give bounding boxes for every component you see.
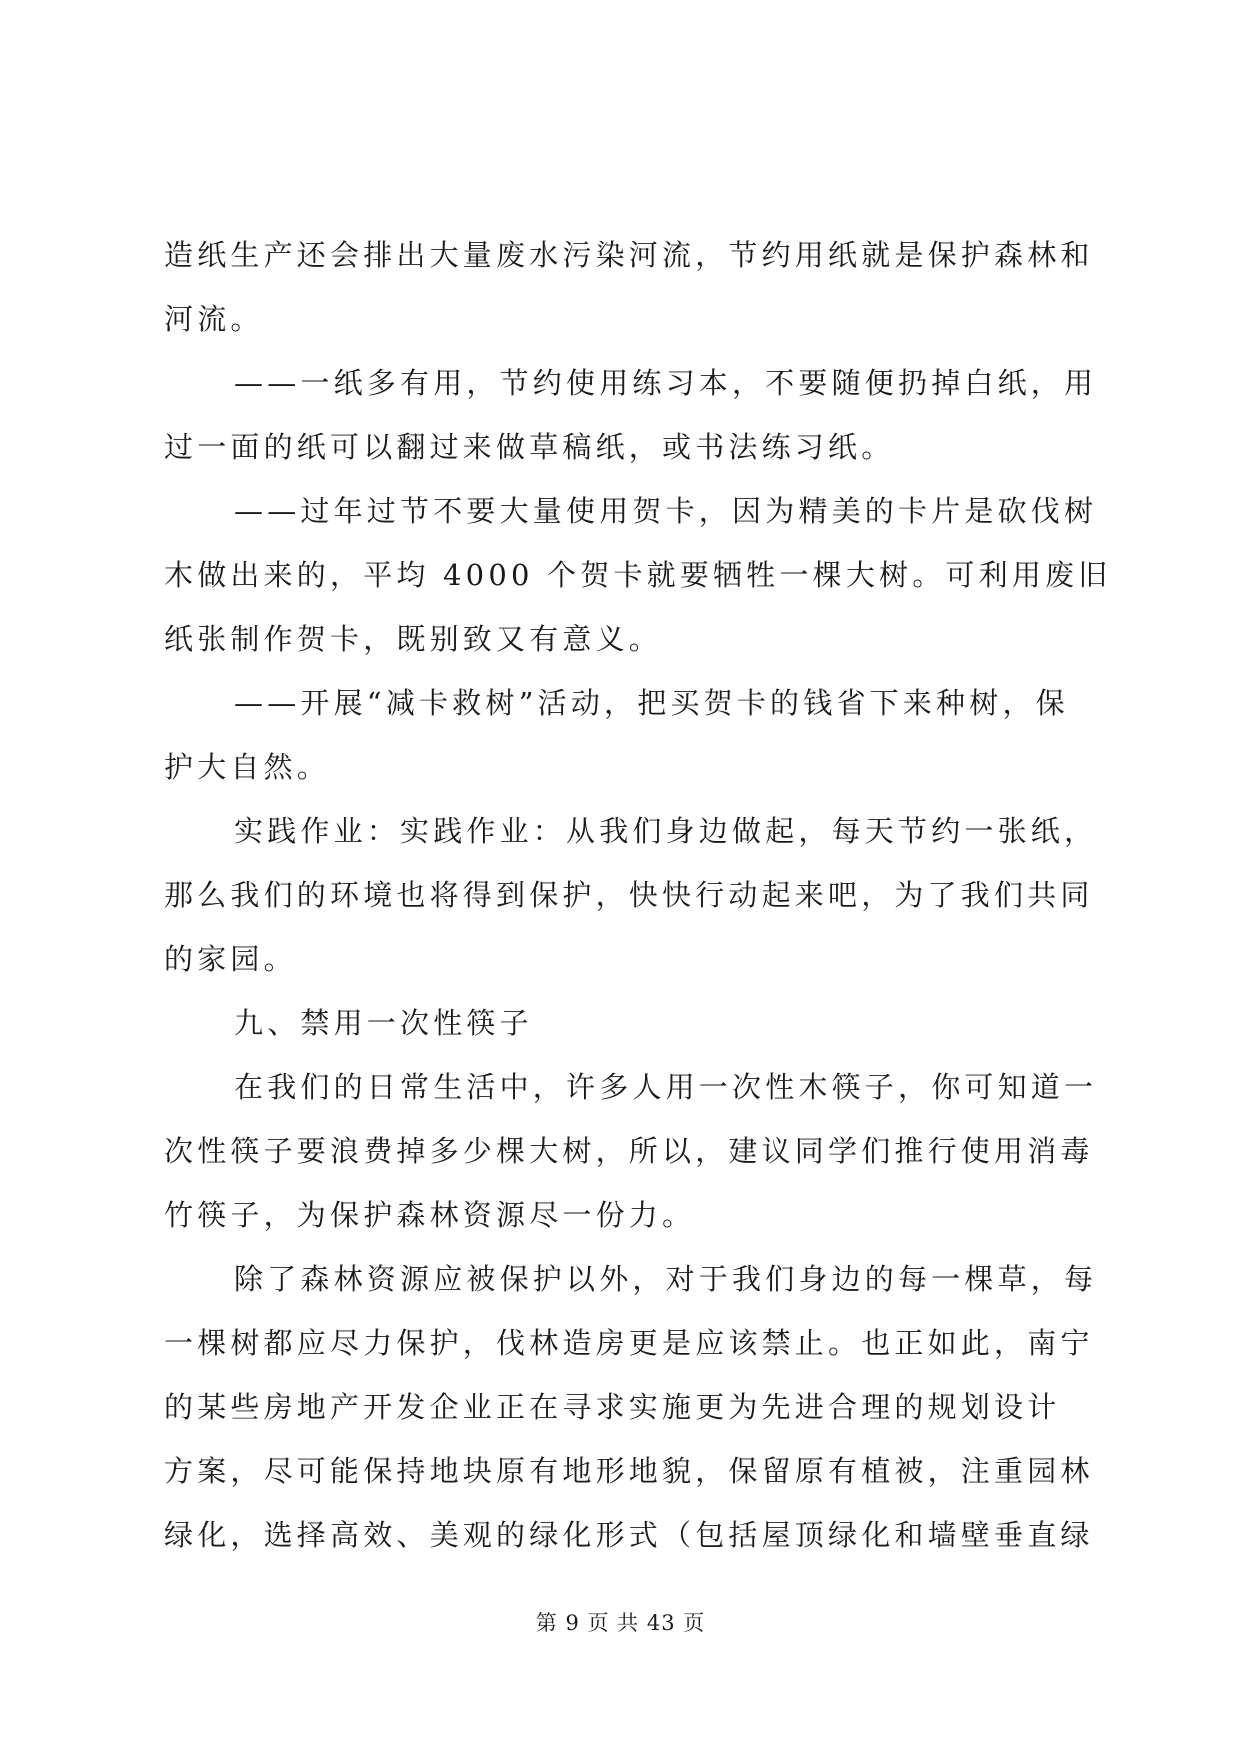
text-line: 纸张制作贺卡，既别致又有意义。 [164,622,663,656]
text-line: 过一面的纸可以翻过来做草稿纸，或书法练习纸。 [164,430,895,464]
text-line: 的某些房地产开发企业正在寻求实施更为先进合理的规划设计 [164,1390,1061,1424]
text-line: 一棵树都应尽力保护，伐林造房更是应该禁止。也正如此，南宁 [164,1326,1094,1360]
text-line: 木做出来的，平均 4000 个贺卡就要牺牲一棵大树。可利用废旧 [164,558,1112,592]
text-line: 在我们的日常生活中，许多人用一次性木筷子，你可知道一 [234,1070,1098,1104]
text-line: 的家园。 [164,942,297,976]
text-line: 次性筷子要浪费掉多少棵大树，所以，建议同学们推行使用消毒 [164,1134,1094,1168]
text-line: 除了森林资源应被保护以外，对于我们身边的每一棵草，每 [234,1262,1098,1296]
text-line: 绿化，选择高效、美观的绿化形式（包括屋顶绿化和墙壁垂直绿 [164,1518,1094,1552]
text-line: 那么我们的环境也将得到保护，快快行动起来吧，为了我们共同 [164,878,1094,912]
document-body [164,223,1112,1567]
section-heading: 九、禁用一次性筷子 [234,1006,533,1040]
text-line: 方案，尽可能保持地块原有地形地貌，保留原有植被，注重园林 [164,1454,1094,1488]
text-line: 河流。 [164,302,264,336]
text-line: ——过年过节不要大量使用贺卡，因为精美的卡片是砍伐树 [234,494,1098,528]
text-line: ——一纸多有用，节约使用练习本，不要随便扔掉白纸，用 [234,366,1098,400]
text-line: 造纸生产还会排出大量废水污染河流，节约用纸就是保护森林和 [164,238,1094,272]
page-number-footer: 第 9 页 共 43 页 [535,1611,706,1635]
text-line: 实践作业：实践作业：从我们身边做起，每天节约一张纸， [234,814,1098,848]
text-line: ——开展“减卡救树”活动，把买贺卡的钱省下来种树，保 [234,686,1069,720]
text-line: 护大自然。 [164,750,331,784]
text-line: 竹筷子，为保护森林资源尽一份力。 [164,1198,696,1232]
